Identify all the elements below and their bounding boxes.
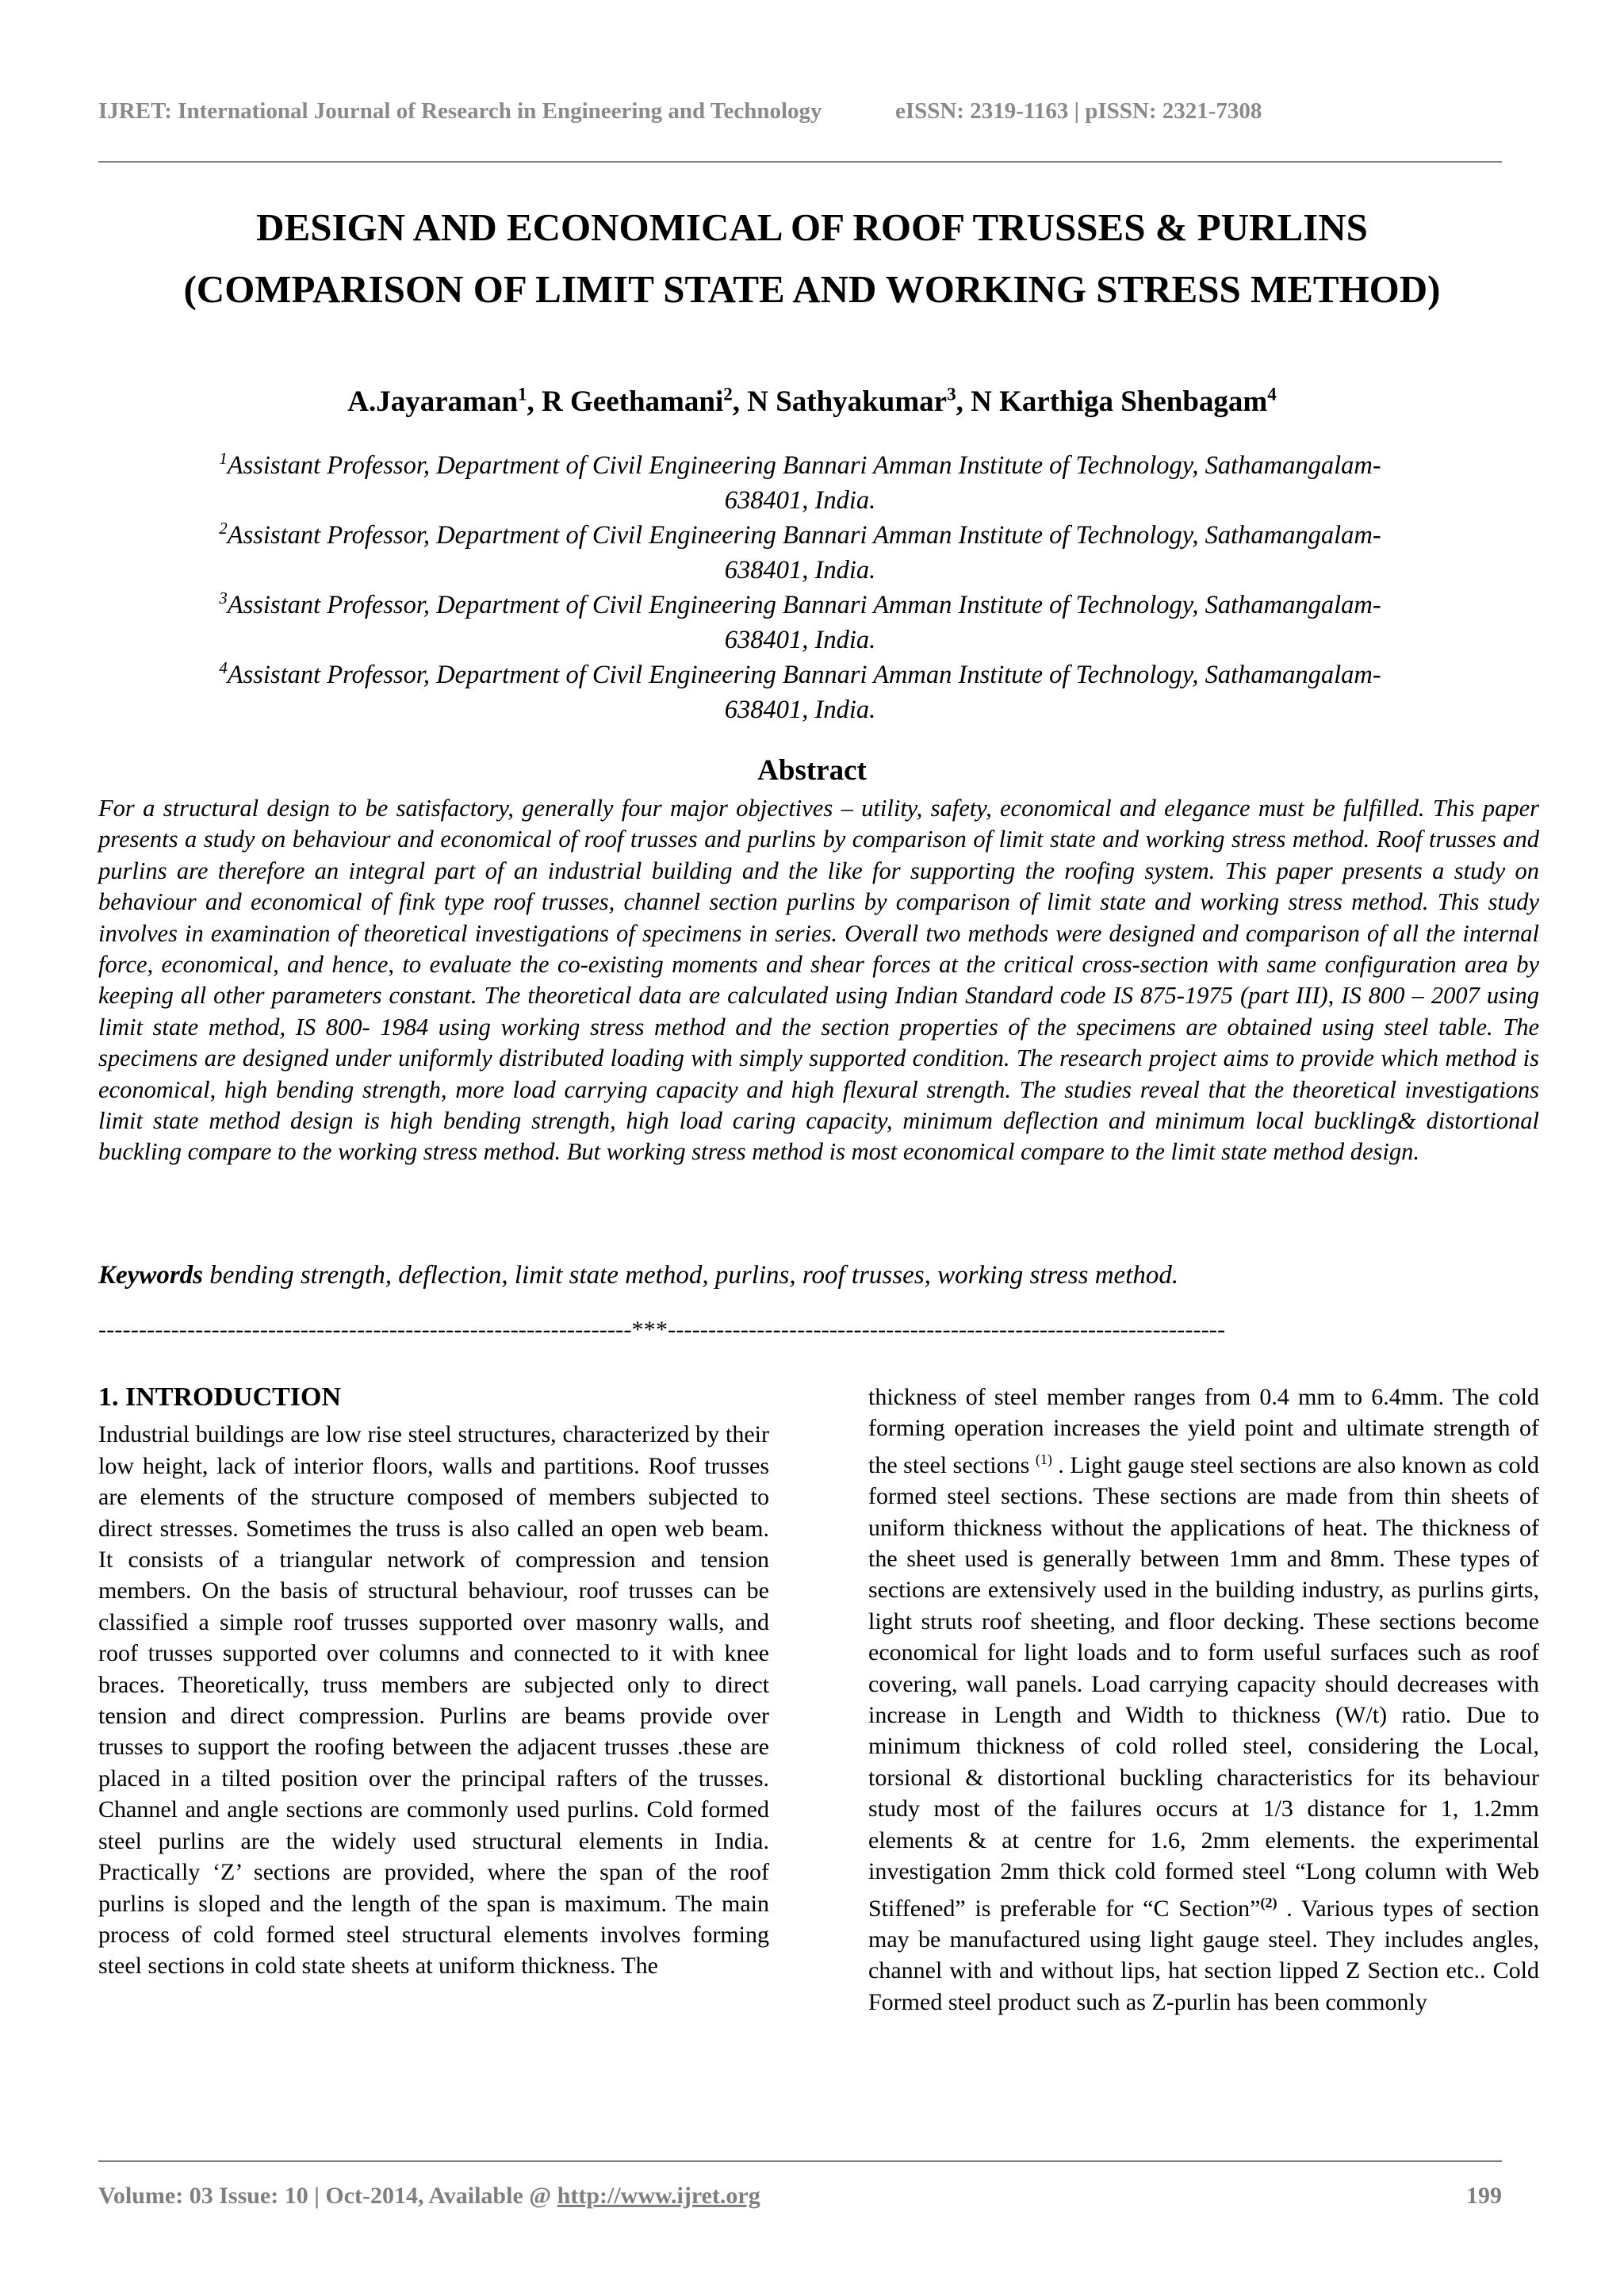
column-right bbox=[868, 1382, 1539, 2018]
author-1: A.Jayaraman$^1$, bbox=[347, 385, 542, 419]
affiliation-3: $^3$Assistant Professor, Department of Civil Engineering Bannari Amman Institute of Technology, Sathamangalam- 638401, India. bbox=[219, 588, 1381, 654]
author-4: N Karthiga Shenbagam$^4$ bbox=[971, 385, 1277, 419]
journal-url-link[interactable]: http://www.ijret.org bbox=[557, 2183, 760, 2209]
introduction-text-right-b: . Light gauge steel sections are also known as cold formed steel sections. These sections are made from thin sheets of uniform thickness without the applications of heat. The thickness of the sheet used is generally between 1mm and 8mm. These types of sections are extensively used in the building industry, as purlins girts, light struts roof sheeting, and floor decking. These sections become economical for light loads and to form useful surfaces such as roof covering, wall panels. Load carrying capacity should decreases with increase in Length and Width to thickness (W/t) ratio. Due to minimum thickness of cold rolled steel, considering the Local, torsional & distortional buckling characteristics for its behaviour study most of the failures occurs at 1/3 distance for 1, 1.2mm elements & at centre for 1.6, 2mm elements. the experimental investigation 2mm thick cold formed steel “Long column with Web Stiffened” is preferable for “C Section” bbox=[868, 1451, 1539, 1922]
paper-title-line-2: (COMPARISON OF LIMIT STATE AND WORKING STRESS METHOD) bbox=[183, 267, 1441, 311]
author-3: N Sathyakumar$^3$, bbox=[747, 385, 971, 419]
keywords-text: bending strength, deflection, limit state method, purlins, roof trusses, working stress method. bbox=[203, 1261, 1179, 1290]
footer-rule bbox=[98, 2160, 1502, 2162]
journal-name: IJRET: International Journal of Research in Engineering and Technology bbox=[98, 98, 822, 124]
affiliation-4: $^4$Assistant Professor, Department of Civil Engineering Bannari Amman Institute of Technology, Sathamangalam- 638401, India. bbox=[219, 658, 1381, 724]
citation-1: (1) bbox=[1035, 1451, 1052, 1467]
author-list bbox=[63, 385, 1561, 419]
running-header bbox=[98, 98, 1502, 125]
author-2: R Geethamani$^2$, bbox=[542, 385, 748, 419]
introduction-text-right-a: thickness of steel member ranges from 0.4 mm to 6.4mm. The cold forming operation increases the yield point and ultimate strength of the steel sections bbox=[868, 1384, 1539, 1478]
section-separator: ------------------------------------------------------------------***--------------------------------------------------------------------- bbox=[98, 1317, 1226, 1343]
abstract-text: For a structural design to be satisfactory, generally four major objectives – utility, safety, economical and elegance must be fulfilled. This paper presents a study on behaviour and economical of roof trusses and purlins by comparison of limit state and working stress method. Roof trusses and purlins are therefore an integral part of an industrial building and the like for supporting the roofing system. This paper presents a study on behaviour and economical of fink type roof trusses, channel section purlins by comparison of limit state and working stress method. This study involves in examination of theoretical investigations of specimens in series. Overall two methods were designed and comparison of all the internal force, economical, and hence, to evaluate the co-existing moments and shear forces at the critical cross-section with same configuration area by keeping all other parameters constant. The theoretical data are calculated using Indian Standard code IS 875-1975 (part III), IS 800 – 2007 using limit state method, IS 800- 1984 using working stress method and the section properties of the specimens are obtained using steel table. The specimens are designed under uniformly distributed loading with simply supported condition. The research project aims to provide which method is economical, high bending strength, more load carrying capacity and high flexural strength. The studies reveal that the theoretical investigations limit state method design is high bending strength, high load caring capacity, minimum deflection and minimum local buckling& distortional buckling compare to the working stress method. But working stress method is most economical compare to the limit state method design. bbox=[98, 795, 1539, 1166]
introduction-text-right-c: . Various types of section may be manufactured using light gauge steel. They includes angles, channel with and without lips, hat section lipped Z Section etc.. Cold Formed steel product such as Z-purlin has been commonly bbox=[868, 1895, 1539, 2015]
paper-title-line-1: DESIGN AND ECONOMICAL OF ROOF TRUSSES & PURLINS bbox=[256, 205, 1368, 249]
page-number: 199 bbox=[1466, 2183, 1502, 2209]
column-left bbox=[98, 1382, 769, 1982]
volume-info: Volume: 03 Issue: 10 | Oct-2014, Available @ bbox=[98, 2183, 557, 2209]
abstract-heading: Abstract bbox=[757, 754, 867, 787]
keywords bbox=[98, 1261, 1539, 1290]
introduction-heading: 1. INTRODUCTION bbox=[98, 1382, 342, 1412]
citation-2: (2) bbox=[1260, 1894, 1277, 1911]
introduction-text-left: Industrial buildings are low rise steel structures, characterized by their low height, lack of interior floors, walls and partitions. Roof trusses are elements of the structure composed of members subjected to direct stresses. Sometimes the truss is also called an open web beam. It consists of a triangular network of compression and tension members. On the basis of structural behaviour, roof trusses can be classified a simple roof trusses supported over masonry walls, and roof trusses supported over columns and connected to it with knee braces. Theoretically, truss members are subjected only to direct tension and direct compression. Purlins are beams provide over trusses to support the roofing between the adjacent trusses .these are placed in a tilted position over the principal rafters of the trusses. Channel and angle sections are commonly used purlins. Cold formed steel purlins are the widely used structural elements in India. Practically ‘Z’ sections are provided, where the span of the roof purlins is sloped and the length of the span is maximum. The main process of cold formed steel structural elements involves forming steel sections in cold state sheets at uniform thickness. The bbox=[98, 1421, 769, 1980]
header-rule bbox=[98, 161, 1502, 163]
affiliation-2: $^2$Assistant Professor, Department of Civil Engineering Bannari Amman Institute of Technology, Sathamangalam- 638401, India. bbox=[219, 519, 1381, 585]
running-footer bbox=[98, 2183, 1502, 2210]
issn-info: eISSN: 2319-1163 | pISSN: 2321-7308 bbox=[895, 98, 1262, 124]
keywords-label: Keywords bbox=[98, 1261, 203, 1290]
affiliation-1: $^1$Assistant Professor, Department of Civil Engineering Bannari Amman Institute of Technology, Sathamangalam- 638401, India. bbox=[219, 449, 1381, 515]
